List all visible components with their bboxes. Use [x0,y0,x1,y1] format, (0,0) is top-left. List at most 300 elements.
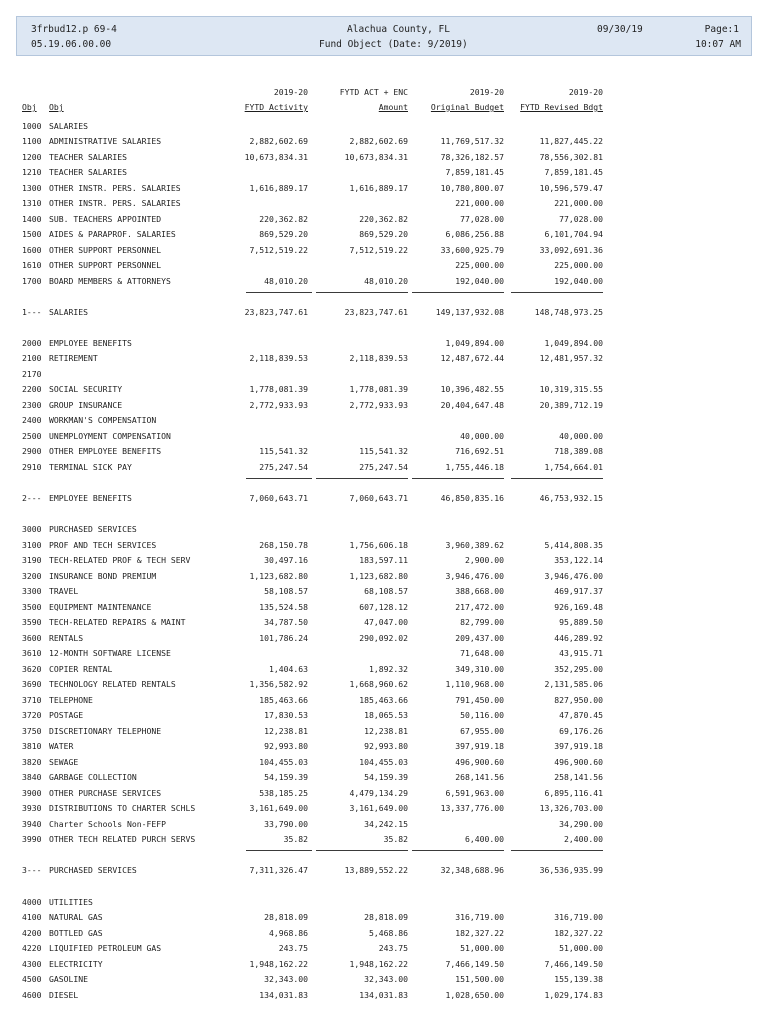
table-row [0,633,770,644]
original-budget-cell: 7,466,149.50 [445,959,504,969]
revised-budget-cell: 353,122.14 [554,555,603,565]
revised-budget-cell: 155,139.38 [554,974,603,984]
table-row [0,369,770,380]
obj-code: 3200 [22,571,42,581]
table-row [0,834,770,845]
obj-description: OTHER EMPLOYEE BENEFITS [49,446,162,456]
act-enc-amount-cell: 48,010.20 [364,276,408,286]
obj-description: ADMINISTRATIVE SALARIES [49,136,162,146]
original-budget-cell: 10,396,482.55 [440,384,504,394]
revised-budget-cell: 182,327.22 [554,928,603,938]
obj-code: 1210 [22,167,42,177]
table-row [0,245,770,256]
obj-code: 1300 [22,183,42,193]
col-act-enc-amount: Amount [378,102,408,112]
obj-description: OTHER TECH RELATED PURCH SERVS [49,834,196,844]
obj-description: AIDES & PARAPROF. SALARIES [49,229,176,239]
obj-code: 4600 [22,990,42,1000]
obj-description: OTHER SUPPORT PERSONNEL [49,245,162,255]
obj-code: 3710 [22,695,42,705]
col-fytd-activity-year: 2019-20 [273,87,308,97]
revised-budget-cell: 20,389,712.19 [539,400,603,410]
table-row [0,524,770,535]
original-budget-cell: 1,028,650.00 [445,990,504,1000]
fytd-activity-cell: 268,150.78 [259,540,308,550]
obj-description: SALARIES [49,121,88,131]
subtotal-rule [246,850,312,851]
obj-description: OTHER INSTR. PERS. SALARIES [49,198,181,208]
col-obj-desc: Obj [49,102,64,112]
revised-budget-cell: 13,326,703.00 [539,803,603,813]
obj-description: UNEMPLOYMENT COMPENSATION [49,431,171,441]
subtotal-rule [316,850,408,851]
fytd-activity-cell: 1,404.63 [269,664,308,674]
obj-description: EMPLOYEE BENEFITS [49,493,132,503]
obj-description: EQUIPMENT MAINTENANCE [49,602,152,612]
obj-description: OTHER INSTR. PERS. SALARIES [49,183,181,193]
original-budget-cell: 11,769,517.32 [440,136,504,146]
fytd-activity-cell: 1,948,162.22 [249,959,308,969]
act-enc-amount-cell: 1,616,889.17 [349,183,408,193]
col-original-budget: Original Budget [430,102,504,112]
revised-budget-cell: 10,319,315.55 [539,384,603,394]
original-budget-cell: 225,000.00 [455,260,504,270]
original-budget-cell: 397,919.18 [455,741,504,751]
table-row [0,384,770,395]
revised-budget-cell: 47,870.45 [559,710,603,720]
obj-code: 1200 [22,152,42,162]
act-enc-amount-cell: 183,597.11 [359,555,408,565]
fytd-activity-cell: 104,455.03 [259,757,308,767]
obj-code: 1000 [22,121,42,131]
subtotal-rule [316,292,408,293]
table-row [0,152,770,163]
obj-description: TEACHER SALARIES [49,152,127,162]
revised-budget-cell: 34,290.00 [559,819,603,829]
act-enc-amount-cell: 1,123,682.80 [349,571,408,581]
obj-code: 2400 [22,415,42,425]
revised-budget-cell: 77,028.00 [559,214,603,224]
obj-code: 1600 [22,245,42,255]
fytd-activity-cell: 1,356,582.92 [249,679,308,689]
fytd-activity-cell: 7,060,643.71 [249,493,308,503]
act-enc-amount-cell: 104,455.03 [359,757,408,767]
original-budget-cell: 1,110,968.00 [445,679,504,689]
revised-budget-cell: 51,000.00 [559,943,603,953]
table-row [0,260,770,271]
fytd-activity-cell: 12,238.81 [264,726,308,736]
revised-budget-cell: 43,915.71 [559,648,603,658]
subtotal-rule [246,292,312,293]
table-row [0,617,770,628]
revised-budget-cell: 10,596,579.47 [539,183,603,193]
original-budget-cell: 316,719.00 [455,912,504,922]
revised-budget-cell: 2,400.00 [564,834,603,844]
act-enc-amount-cell: 54,159.39 [364,772,408,782]
obj-code: 3300 [22,586,42,596]
table-row [0,431,770,442]
table-row [0,990,770,1001]
original-budget-cell: 3,946,476.00 [445,571,504,581]
obj-code: 1400 [22,214,42,224]
original-budget-cell: 6,591,963.00 [445,788,504,798]
act-enc-amount-cell: 869,529.20 [359,229,408,239]
obj-code: 3100 [22,540,42,550]
obj-code: 2300 [22,400,42,410]
revised-budget-cell: 11,827,445.22 [539,136,603,146]
obj-description: 12-MONTH SOFTWARE LICENSE [49,648,171,658]
fytd-activity-cell: 2,772,933.93 [249,400,308,410]
report-version: 05.19.06.00.00 [31,39,112,50]
original-budget-cell: 791,450.00 [455,695,504,705]
obj-description: COPIER RENTAL [49,664,113,674]
table-row [0,959,770,970]
fytd-activity-cell: 220,362.82 [259,214,308,224]
obj-code: 3000 [22,524,42,534]
original-budget-cell: 13,337,776.00 [440,803,504,813]
obj-code: 1100 [22,136,42,146]
act-enc-amount-cell: 3,161,649.00 [349,803,408,813]
act-enc-amount-cell: 23,823,747.61 [344,307,408,317]
obj-description: WATER [49,741,74,751]
revised-budget-cell: 69,176.26 [559,726,603,736]
act-enc-amount-cell: 1,668,960.62 [349,679,408,689]
original-budget-cell: 78,326,182.57 [440,152,504,162]
revised-budget-cell: 6,101,704.94 [544,229,603,239]
revised-budget-cell: 1,754,664.01 [544,462,603,472]
act-enc-amount-cell: 275,247.54 [359,462,408,472]
act-enc-amount-cell: 4,479,134.29 [349,788,408,798]
fytd-activity-cell: 1,616,889.17 [249,183,308,193]
column-header-top [0,87,770,98]
table-row [0,214,770,225]
table-row [0,757,770,768]
obj-description: SUB. TEACHERS APPOINTED [49,214,162,224]
obj-code: 1500 [22,229,42,239]
original-budget-cell: 182,327.22 [455,928,504,938]
act-enc-amount-cell: 13,889,552.22 [344,865,408,875]
fytd-activity-cell: 134,031.83 [259,990,308,1000]
act-enc-amount-cell: 2,118,839.53 [349,353,408,363]
obj-code: 2--- [22,493,42,503]
obj-code: 2500 [22,431,42,441]
subtotal-row [0,307,770,318]
county-name: Alachua County, FL [347,24,450,35]
obj-description: LIQUIFIED PETROLEUM GAS [49,943,162,953]
table-row [0,648,770,659]
original-budget-cell: 6,400.00 [465,834,504,844]
revised-budget-cell: 1,029,174.83 [544,990,603,1000]
revised-budget-cell: 316,719.00 [554,912,603,922]
original-budget-cell: 6,086,256.88 [445,229,504,239]
fytd-activity-cell: 28,818.09 [264,912,308,922]
col-obj-code: Obj [22,102,37,112]
report-id: 3frbud12.p 69-4 [31,24,117,35]
fytd-activity-cell: 135,524.58 [259,602,308,612]
act-enc-amount-cell: 32,343.00 [364,974,408,984]
obj-description: WORKMAN'S COMPENSATION [49,415,157,425]
obj-code: 3610 [22,648,42,658]
obj-description: PURCHASED SERVICES [49,865,137,875]
obj-description: DISCRETIONARY TELEPHONE [49,726,162,736]
page-number: Page:1 [704,24,739,35]
act-enc-amount-cell: 35.82 [383,834,408,844]
original-budget-cell: 7,859,181.45 [445,167,504,177]
revised-budget-cell: 2,131,585.06 [544,679,603,689]
act-enc-amount-cell: 1,892.32 [369,664,408,674]
table-row [0,586,770,597]
revised-budget-cell: 258,141.56 [554,772,603,782]
obj-code: 3930 [22,803,42,813]
original-budget-cell: 221,000.00 [455,198,504,208]
obj-description: ELECTRICITY [49,959,103,969]
obj-description: Charter Schools Non-FEFP [49,819,166,829]
obj-description: BOTTLED GAS [49,928,103,938]
subtotal-rule [511,478,603,479]
obj-description: GROUP INSURANCE [49,400,123,410]
table-row [0,664,770,675]
obj-description: GARBAGE COLLECTION [49,772,137,782]
obj-description: TECH-RELATED REPAIRS & MAINT [49,617,186,627]
revised-budget-cell: 12,481,957.32 [539,353,603,363]
table-row [0,136,770,147]
act-enc-amount-cell: 10,673,834.31 [344,152,408,162]
obj-code: 2000 [22,338,42,348]
original-budget-cell: 67,955.00 [460,726,504,736]
obj-code: 3810 [22,741,42,751]
obj-code: 4100 [22,912,42,922]
column-header-bottom [0,102,770,113]
revised-budget-cell: 926,169.48 [554,602,603,612]
act-enc-amount-cell: 92,993.80 [364,741,408,751]
original-budget-cell: 50,116.00 [460,710,504,720]
col-fytd-activity: FYTD Activity [244,102,308,112]
fytd-activity-cell: 35.82 [283,834,308,844]
obj-code: 1310 [22,198,42,208]
act-enc-amount-cell: 18,065.53 [364,710,408,720]
obj-code: 4500 [22,974,42,984]
act-enc-amount-cell: 68,108.57 [364,586,408,596]
table-row [0,974,770,985]
fytd-activity-cell: 4,968.86 [269,928,308,938]
act-enc-amount-cell: 12,238.81 [364,726,408,736]
obj-description: TECHNOLOGY RELATED RENTALS [49,679,176,689]
fytd-activity-cell: 33,790.00 [264,819,308,829]
obj-description: UTILITIES [49,897,93,907]
obj-code: 3190 [22,555,42,565]
revised-budget-cell: 78,556,302.81 [539,152,603,162]
obj-description: INSURANCE BOND PREMIUM [49,571,157,581]
obj-code: 2100 [22,353,42,363]
original-budget-cell: 217,472.00 [455,602,504,612]
table-row [0,338,770,349]
obj-description: SALARIES [49,307,88,317]
fytd-activity-cell: 243.75 [278,943,308,953]
original-budget-cell: 268,141.56 [455,772,504,782]
revised-budget-cell: 33,092,691.36 [539,245,603,255]
col-revised-budget: FYTD Revised Bdgt [520,102,603,112]
fytd-activity-cell: 7,512,519.22 [249,245,308,255]
revised-budget-cell: 352,295.00 [554,664,603,674]
table-row [0,928,770,939]
obj-code: 3--- [22,865,42,875]
table-row [0,400,770,411]
fytd-activity-cell: 869,529.20 [259,229,308,239]
fytd-activity-cell: 32,343.00 [264,974,308,984]
table-row [0,121,770,132]
run-time: 10:07 AM [695,39,741,50]
obj-code: 3620 [22,664,42,674]
original-budget-cell: 10,780,800.07 [440,183,504,193]
fytd-activity-cell: 23,823,747.61 [244,307,308,317]
revised-budget-cell: 827,950.00 [554,695,603,705]
col-act-enc-label: FYTD ACT + ENC [339,87,408,97]
revised-budget-cell: 1,049,894.00 [544,338,603,348]
obj-description: DIESEL [49,990,79,1000]
obj-description: PROF AND TECH SERVICES [49,540,157,550]
subtotal-rule [412,292,504,293]
subtotal-rule [412,850,504,851]
obj-code: 1610 [22,260,42,270]
revised-budget-cell: 192,040.00 [554,276,603,286]
table-row [0,726,770,737]
col-revised-budget-year: 2019-20 [568,87,603,97]
obj-code: 4220 [22,943,42,953]
revised-budget-cell: 446,289.92 [554,633,603,643]
fytd-activity-cell: 34,787.50 [264,617,308,627]
obj-description: SOCIAL SECURITY [49,384,123,394]
original-budget-cell: 82,799.00 [460,617,504,627]
obj-description: RETIREMENT [49,353,98,363]
fytd-activity-cell: 2,118,839.53 [249,353,308,363]
original-budget-cell: 33,600,925.79 [440,245,504,255]
act-enc-amount-cell: 34,242.15 [364,819,408,829]
table-row [0,912,770,923]
revised-budget-cell: 225,000.00 [554,260,603,270]
obj-description: RENTALS [49,633,84,643]
revised-budget-cell: 3,946,476.00 [544,571,603,581]
original-budget-cell: 71,648.00 [460,648,504,658]
table-row [0,819,770,830]
obj-description: TRAVEL [49,586,79,596]
original-budget-cell: 1,049,894.00 [445,338,504,348]
act-enc-amount-cell: 47,047.00 [364,617,408,627]
original-budget-cell: 12,487,672.44 [440,353,504,363]
table-row [0,167,770,178]
subtotal-rule [412,478,504,479]
fytd-activity-cell: 101,786.24 [259,633,308,643]
original-budget-cell: 149,137,932.08 [435,307,504,317]
original-budget-cell: 46,850,835.16 [440,493,504,503]
obj-code: 1700 [22,276,42,286]
obj-description: TEACHER SALARIES [49,167,127,177]
obj-code: 2910 [22,462,42,472]
subtotal-rule [511,850,603,851]
revised-budget-cell: 7,859,181.45 [544,167,603,177]
obj-description: GASOLINE [49,974,88,984]
table-row [0,741,770,752]
obj-code: 2900 [22,446,42,456]
revised-budget-cell: 148,748,973.25 [534,307,603,317]
obj-code: 3840 [22,772,42,782]
act-enc-amount-cell: 5,468.86 [369,928,408,938]
subtotal-rule [511,292,603,293]
obj-code: 3720 [22,710,42,720]
obj-description: DISTRIBUTIONS TO CHARTER SCHLS [49,803,196,813]
revised-budget-cell: 40,000.00 [559,431,603,441]
act-enc-amount-cell: 607,128.12 [359,602,408,612]
revised-budget-cell: 718,389.08 [554,446,603,456]
original-budget-cell: 209,437.00 [455,633,504,643]
fytd-activity-cell: 92,993.80 [264,741,308,751]
table-row [0,788,770,799]
revised-budget-cell: 36,536,935.99 [539,865,603,875]
act-enc-amount-cell: 185,463.66 [359,695,408,705]
original-budget-cell: 496,900.60 [455,757,504,767]
col-original-budget-year: 2019-20 [469,87,504,97]
obj-description: TERMINAL SICK PAY [49,462,132,472]
table-row [0,555,770,566]
fytd-activity-cell: 3,161,649.00 [249,803,308,813]
act-enc-amount-cell: 243.75 [378,943,408,953]
fytd-activity-cell: 275,247.54 [259,462,308,472]
act-enc-amount-cell: 220,362.82 [359,214,408,224]
original-budget-cell: 32,348,688.96 [440,865,504,875]
fytd-activity-cell: 58,108.57 [264,586,308,596]
original-budget-cell: 40,000.00 [460,431,504,441]
revised-budget-cell: 221,000.00 [554,198,603,208]
table-row [0,695,770,706]
revised-budget-cell: 7,466,149.50 [544,959,603,969]
act-enc-amount-cell: 2,772,933.93 [349,400,408,410]
table-row [0,540,770,551]
revised-budget-cell: 95,889.50 [559,617,603,627]
obj-code: 1--- [22,307,42,317]
act-enc-amount-cell: 1,756,606.18 [349,540,408,550]
table-row [0,897,770,908]
revised-budget-cell: 46,753,932.15 [539,493,603,503]
table-row [0,772,770,783]
table-row [0,710,770,721]
table-row [0,943,770,954]
table-row [0,446,770,457]
obj-description: PURCHASED SERVICES [49,524,137,534]
fytd-activity-cell: 185,463.66 [259,695,308,705]
fytd-activity-cell: 48,010.20 [264,276,308,286]
table-row [0,183,770,194]
fytd-activity-cell: 7,311,326.47 [249,865,308,875]
obj-code: 4300 [22,959,42,969]
original-budget-cell: 2,900.00 [465,555,504,565]
revised-budget-cell: 496,900.60 [554,757,603,767]
obj-code: 3750 [22,726,42,736]
subtotal-rule [246,478,312,479]
original-budget-cell: 349,310.00 [455,664,504,674]
original-budget-cell: 51,000.00 [460,943,504,953]
table-row [0,276,770,287]
obj-code: 3600 [22,633,42,643]
fytd-activity-cell: 30,497.16 [264,555,308,565]
act-enc-amount-cell: 7,512,519.22 [349,245,408,255]
run-date: 09/30/19 [597,24,643,35]
revised-budget-cell: 469,917.37 [554,586,603,596]
original-budget-cell: 716,692.51 [455,446,504,456]
original-budget-cell: 20,404,647.48 [440,400,504,410]
original-budget-cell: 1,755,446.18 [445,462,504,472]
act-enc-amount-cell: 1,778,081.39 [349,384,408,394]
report-title: Fund Object (Date: 9/2019) [319,39,468,50]
fytd-activity-cell: 2,882,602.69 [249,136,308,146]
